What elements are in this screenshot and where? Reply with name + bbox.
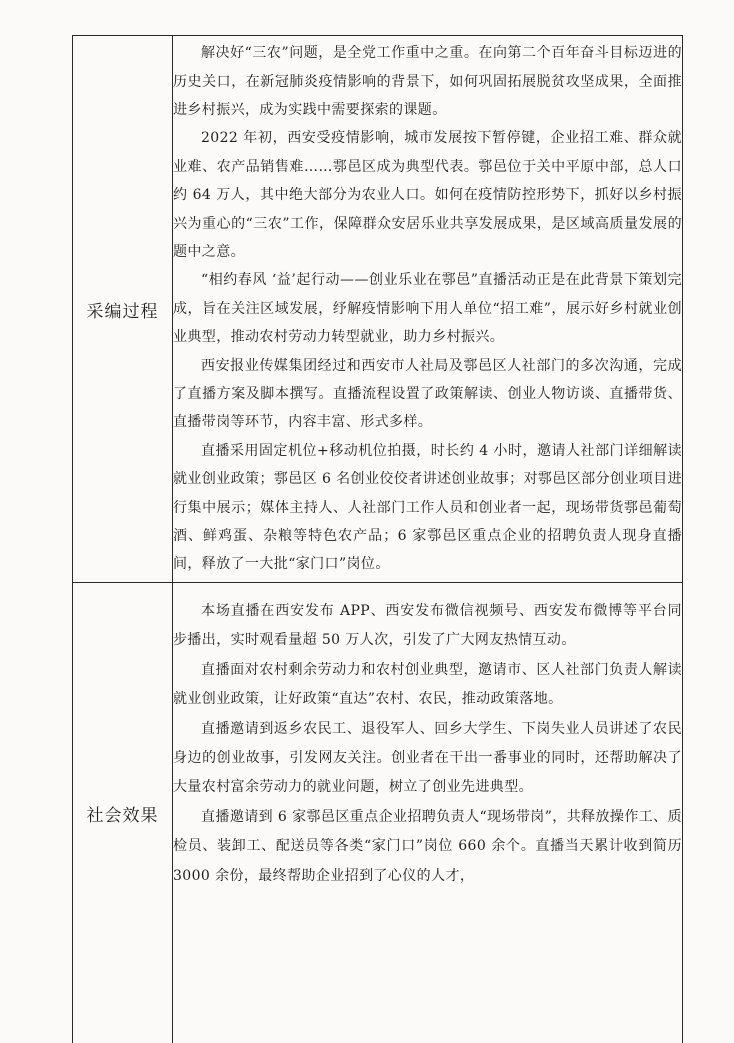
table-row-social-effect [73,583,683,1043]
paragraph: “相约春风 ‘益’起行动——创业乐业在鄠邑”直播活动正是在此背景下策划完成，旨在关注区域发展，纾解疫情影响下用人单位“招工难”，展示好乡村就业创业典型，推动农村劳动力转型就业，助力乡村振兴。 [173,266,682,351]
row-label-social-effect: 社会效果 [73,583,173,1043]
paragraph: 本场直播在西安发布 APP、西安发布微信视频号、西安发布微博等平台同步播出，实时观看量超 50 万人次，引发了广大网友热情互动。 [173,597,682,656]
row-content-social-effect [173,583,683,1043]
row-label-editing-process: 采编过程 [73,36,173,583]
row-content-editing-process [173,36,683,583]
paragraph: 直播采用固定机位+移动机位拍摄，时长约 4 小时，邀请人社部门详细解读就业创业政策；鄠邑区 6 名创业佼佼者讲述创业故事；对鄠邑区部分创业项目进行集中展示；媒体主持人、人社部门工作人员和创业者一起，现场带货鄠邑葡萄酒、鲜鸡蛋、杂粮等特色农产品；6 家鄠邑区重点企业的招聘负责人现身直播间，释放了一大批“家门口”岗位。 [173,437,682,579]
paragraph: 西安报业传媒集团经过和西安市人社局及鄠邑区人社部门的多次沟通，完成了直播方案及脚本撰写。直播流程设置了政策解读、创业人物访谈、直播带货、直播带岗等环节，内容丰富、形式多样。 [173,352,682,437]
paragraph: 直播邀请到 6 家鄠邑区重点企业招聘负责人“现场带岗”，共释放操作工、质检员、装卸工、配送员等各类“家门口”岗位 660 余个。直播当天累计收到简历 3000 余份，最终帮助企业招到了心仪的人才， [173,803,682,891]
paragraph: 直播面对农村剩余劳动力和农村创业典型，邀请市、区人社部门负责人解读就业创业政策，让好政策“直达”农村、农民，推动政策落地。 [173,656,682,715]
paragraph: 2022 年初，西安受疫情影响，城市发展按下暂停键，企业招工难、群众就业难、农产品销售难……鄠邑区成为典型代表。鄠邑位于关中平原中部，总人口约 64 万人，其中绝大部分为农业人口。如何在疫情防控形势下，抓好以乡村振兴为重心的“三农”工作，保障群众安居乐业共享发展成果，是区域高质量发展的题中之意。 [173,124,682,266]
record-table [72,35,683,1043]
paragraph: 直播邀请到返乡农民工、退役军人、回乡大学生、下岗失业人员讲述了农民身边的创业故事，引发网友关注。创业者在干出一番事业的同时，还帮助解决了大量农村富余劳动力的就业问题，树立了创业先进典型。 [173,715,682,803]
table-row-editing-process [73,36,683,583]
paragraph: 解决好“三农”问题，是全党工作重中之重。在向第二个百年奋斗目标迈进的历史关口，在新冠肺炎疫情影响的背景下，如何巩固拓展脱贫攻坚成果，全面推进乡村振兴，成为实践中需要探索的课题。 [173,39,682,124]
